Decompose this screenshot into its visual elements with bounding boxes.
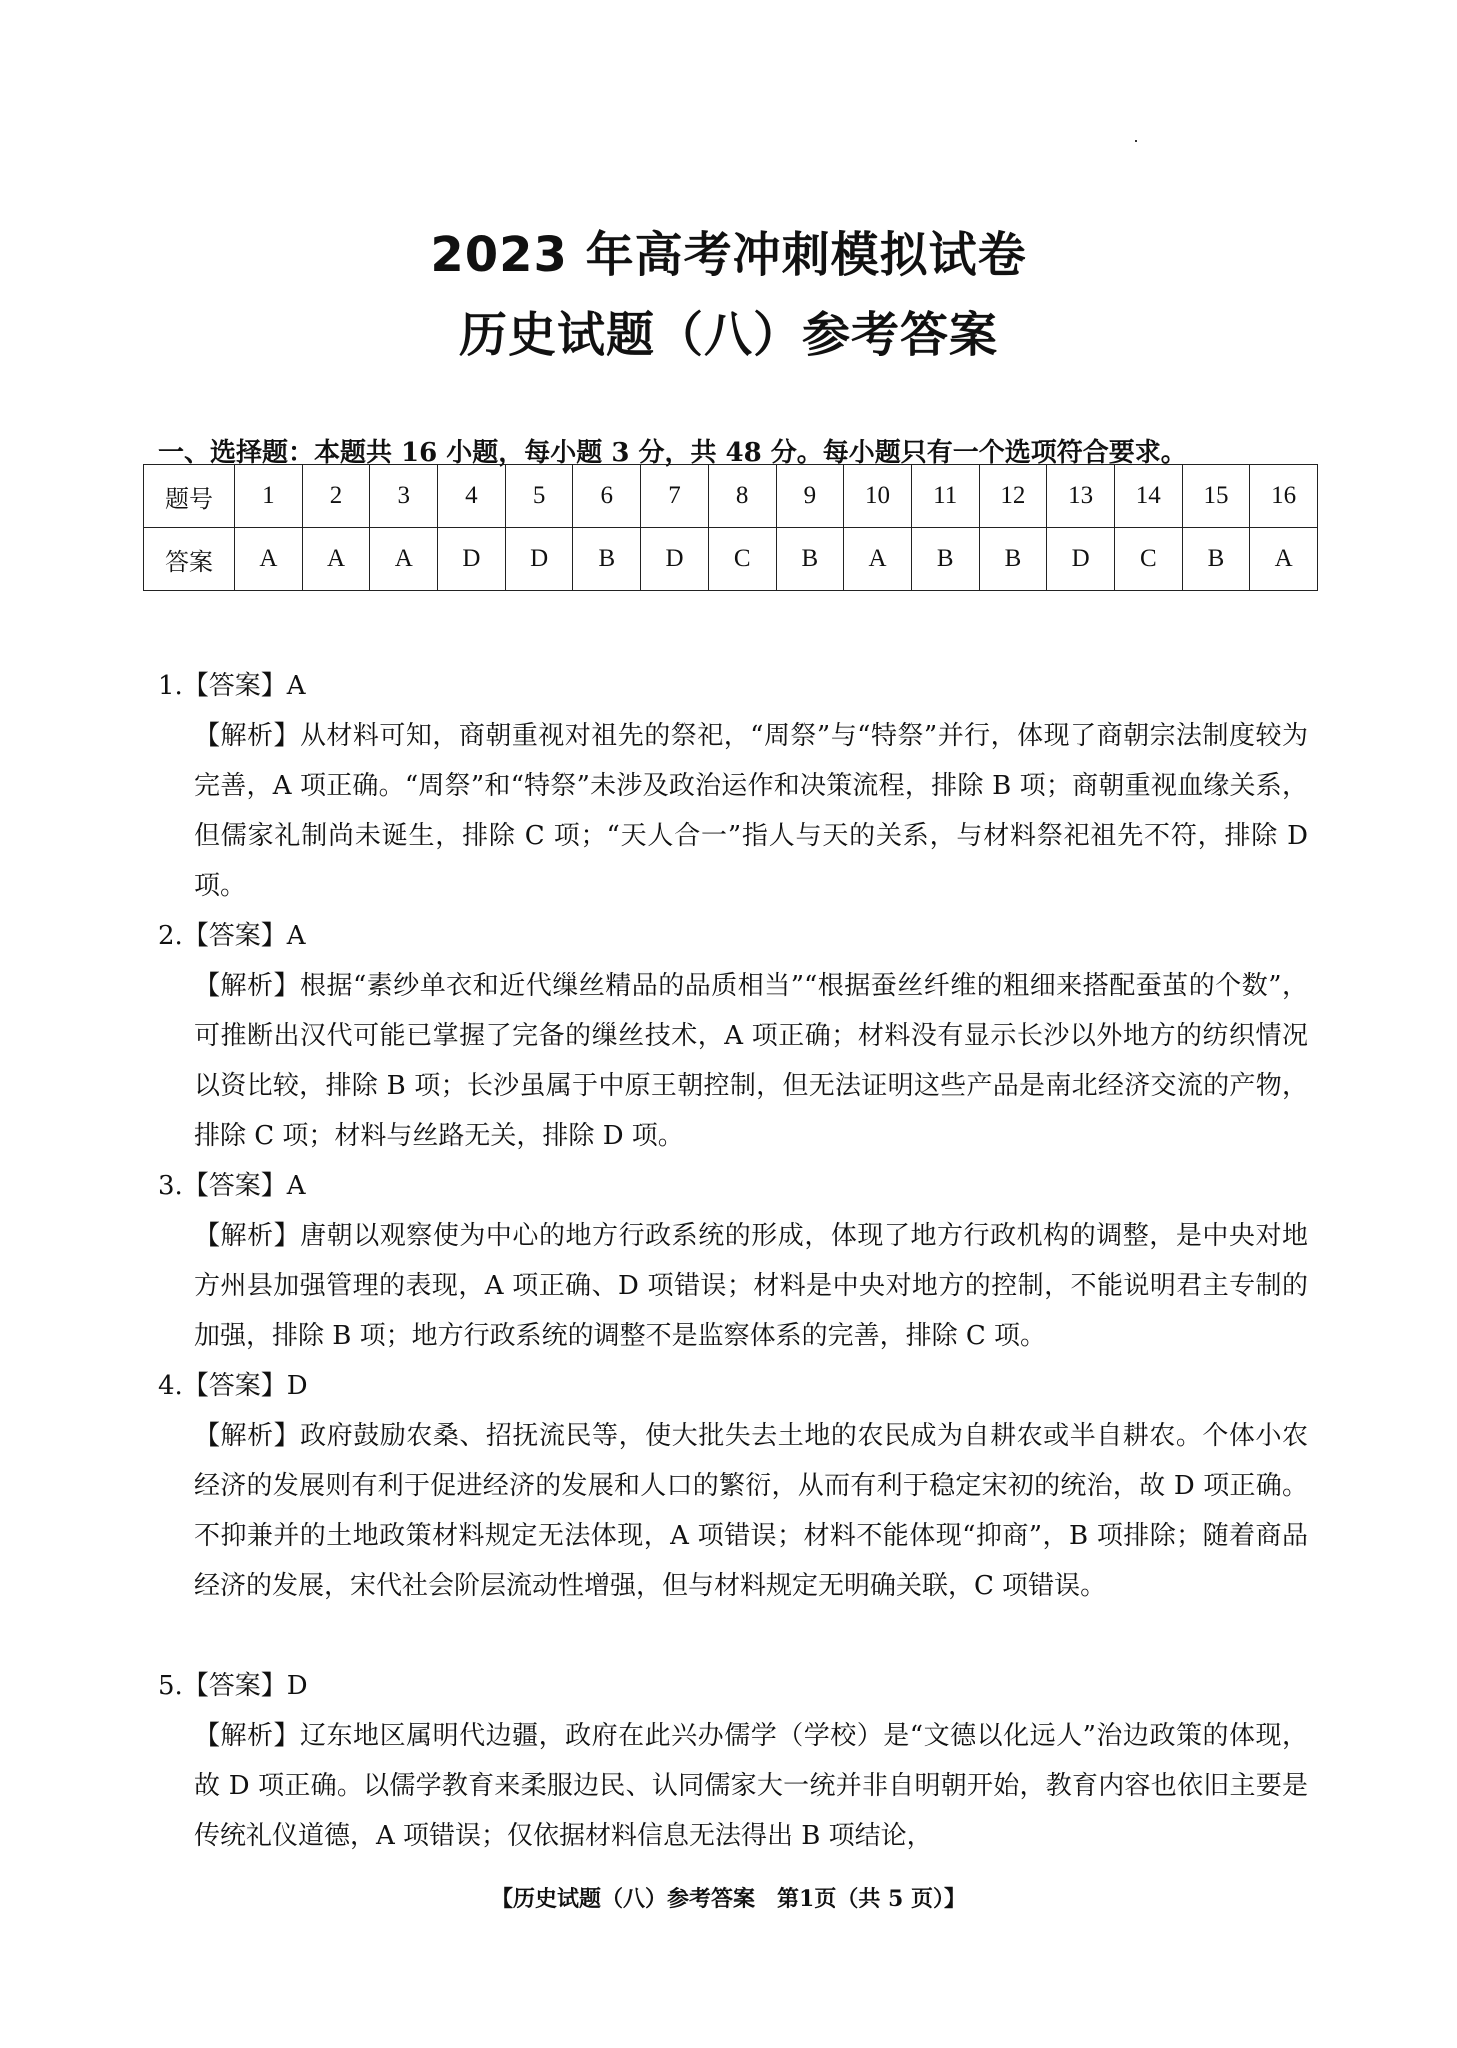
section-intro: 一、选择题：本题共 16 小题，每小题 3 分，共 48 分。每小题只有一个选项符合要求。: [158, 438, 1187, 468]
answer-cell: D: [1047, 528, 1115, 591]
question-number: 3: [370, 465, 438, 528]
answer-line: 5.【答案】D: [158, 1671, 308, 1701]
question-block-2: [158, 911, 1308, 1161]
answer-cell: A: [302, 528, 370, 591]
question-number: 7: [641, 465, 709, 528]
answer-cell: B: [979, 528, 1047, 591]
question-block-3: [158, 1161, 1308, 1361]
explanation: 【解析】唐朝以观察使为中心的地方行政系统的形成，体现了地方行政机构的调整，是中央对地方州县加强管理的表现，A 项正确、D 项错误；材料是中央对地方的控制，不能说明君主专制的加强，排除 B 项；地方行政系统的调整不是监察体系的完善，排除 C 项。: [194, 1221, 1308, 1351]
question-number: 1: [235, 465, 303, 528]
question-number: 12: [979, 465, 1047, 528]
question-number: 14: [1114, 465, 1182, 528]
answer-key-title: 历史试题（八）参考答案: [458, 307, 998, 363]
explanation: 【解析】根据“素纱单衣和近代缫丝精品的品质相当”“根据蚕丝纤维的粗细来搭配蚕茧的个数”，可推断出汉代可能已掌握了完备的缫丝技术，A 项正确；材料没有显示长沙以外地方的纺织情况以资比较，排除 B 项；长沙虽属于中原王朝控制，但无法证明这些产品是南北经济交流的产物，排除 C 项；材料与丝路无关，排除 D 项。: [194, 971, 1308, 1151]
question-number: 8: [708, 465, 776, 528]
answer-cell: A: [370, 528, 438, 591]
answer-line: 4.【答案】D: [158, 1371, 308, 1401]
row-label-answer: 答案: [144, 528, 235, 591]
answer-cell: C: [708, 528, 776, 591]
answer-table: [143, 464, 1318, 591]
answer-cell: D: [641, 528, 709, 591]
answer-cell: D: [438, 528, 506, 591]
answer-line: 1.【答案】A: [158, 671, 306, 701]
question-number: 10: [844, 465, 912, 528]
answer-cell: D: [505, 528, 573, 591]
scan-speck: [1135, 140, 1137, 142]
question-number: 9: [776, 465, 844, 528]
question-number: 15: [1182, 465, 1250, 528]
answer-line: 2.【答案】A: [158, 921, 306, 951]
question-number: 6: [573, 465, 641, 528]
answer-cell: A: [235, 528, 303, 591]
page-footer: 【历史试题（八）参考答案 第1页（共 5 页）】: [491, 1886, 966, 1912]
answer-cell: B: [911, 528, 979, 591]
question-number-row: [144, 465, 1318, 528]
question-block-4: [158, 1361, 1308, 1611]
question-number: 5: [505, 465, 573, 528]
question-number: 2: [302, 465, 370, 528]
answer-line: 3.【答案】A: [158, 1171, 306, 1201]
question-number: 16: [1250, 465, 1318, 528]
answer-cell: A: [1250, 528, 1318, 591]
explanation: 【解析】从材料可知，商朝重视对祖先的祭祀，“周祭”与“特祭”并行，体现了商朝宗法制度较为完善，A 项正确。“周祭”和“特祭”未涉及政治运作和决策流程，排除 B 项；商朝重视血缘关系，但儒家礼制尚未诞生，排除 C 项；“天人合一”指人与天的关系，与材料祭祀祖先不符，排除 D 项。: [194, 721, 1308, 901]
row-label-number: 题号: [144, 465, 235, 528]
question-number: 13: [1047, 465, 1115, 528]
answer-cell: C: [1114, 528, 1182, 591]
question-block-5: [158, 1661, 1308, 1861]
answer-cell: B: [573, 528, 641, 591]
question-number: 4: [438, 465, 506, 528]
exam-title: 2023 年高考冲刺模拟试卷: [430, 227, 1027, 283]
question-number: 11: [911, 465, 979, 528]
question-block-1: [158, 661, 1308, 911]
explanation: 【解析】政府鼓励农桑、招抚流民等，使大批失去土地的农民成为自耕农或半自耕农。个体小农经济的发展则有利于促进经济的发展和人口的繁衍，从而有利于稳定宋初的统治，故 D 项正确。不抑兼并的土地政策材料规定无法体现，A 项错误；材料不能体现“抑商”，B 项排除；随着商品经济的发展，宋代社会阶层流动性增强，但与材料规定无明确关联，C 项错误。: [194, 1421, 1308, 1601]
explanation: 【解析】辽东地区属明代边疆，政府在此兴办儒学（学校）是“文德以化远人”治边政策的体现，故 D 项正确。以儒学教育来柔服边民、认同儒家大一统并非自明朝开始，教育内容也依旧主要是传统礼仪道德，A 项错误；仅依据材料信息无法得出 B 项结论，: [194, 1721, 1308, 1851]
answer-cell: B: [776, 528, 844, 591]
answer-cell: A: [844, 528, 912, 591]
answer-cell: B: [1182, 528, 1250, 591]
answer-row: [144, 528, 1318, 591]
